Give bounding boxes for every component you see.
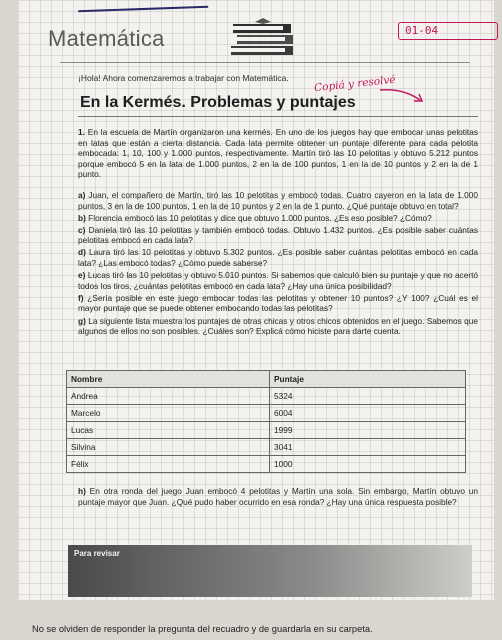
cell-score: 1000 xyxy=(269,456,465,473)
question-text: ¿Sería posible en este juego embocar todas las pelotitas y obtener 10 puntos? ¿Y 100? ¿Cuál es el mayor puntaje que se puede obtener embocando todas las pelotitas? xyxy=(78,292,479,314)
question-label: g) xyxy=(78,315,86,326)
question-h xyxy=(78,486,478,507)
question-text: Laura tiró las 10 pelotitas y obtuvo 5.302 puntos. ¿Es posible saber cuántas pelotitas embocó en cada lata? ¿Las embocó todas? ¿Cómo puede saberse? xyxy=(78,247,478,269)
question-text: En otra ronda del juego Juan embocó 4 pelotitas y Martín una sola. Sin embargo, Martín obtuvo un puntaje mayor que Juan. ¿Qué pudo haber ocurrido en esa ronda? ¿Hay una única respuesta posible? xyxy=(78,486,479,507)
column-header-score: Puntaje xyxy=(269,371,465,388)
problem-statement xyxy=(78,127,478,180)
table-row xyxy=(67,388,466,405)
question-item xyxy=(78,270,478,291)
question-label: a) xyxy=(78,190,86,200)
intro-text: ¡Hola! Ahora comenzaremos a trabajar con Matemática. xyxy=(78,73,289,83)
question-label: h) xyxy=(78,486,86,496)
table-header-row xyxy=(67,371,466,388)
column-header-name: Nombre xyxy=(67,371,270,388)
table-row xyxy=(67,456,466,473)
arrow-icon xyxy=(378,86,428,106)
cell-score: 1999 xyxy=(269,422,465,439)
question-label: b) xyxy=(78,212,86,223)
question-text: Juan, el compañero de Martín, tiró las 10 pelotitas y embocó todas. Cuatro cayeron en la lata de 1.000 puntos, 3 en la de 100 puntos, 1 en la de 10 puntos y 2 en la de 1 punto. ¿Qué puntaje obtuvo en total? xyxy=(78,190,478,211)
problem-text: En la escuela de Martín organizaron una kermés. En uno de los juegos hay que embocar unas pelotitas en latas que están a cierta distancia. Cada lata permite obtener un puntaje diferente para cada pelotita embocada: 1, 10, 100 y 1.000 puntos, respectivamente. Martín tiró las 10 pelotitas y obtuvo 5.212 puntos porque embocó 5 en la lata de 1.000 puntos, 2 en la de 100 puntos, 1 en la de 10 puntos y 2 en la de 1 punto. xyxy=(78,127,479,180)
books-icon xyxy=(223,16,303,62)
cell-name: Silvina xyxy=(67,439,270,456)
cell-name: Lucas xyxy=(67,422,270,439)
question-label: e) xyxy=(78,270,86,281)
worksheet-page xyxy=(18,0,494,600)
top-scribble xyxy=(78,0,208,12)
cell-score: 5324 xyxy=(269,388,465,405)
date-field: 01-04 xyxy=(398,22,498,40)
question-item xyxy=(78,213,478,224)
question-list xyxy=(78,190,478,338)
cell-score: 3041 xyxy=(269,439,465,456)
question-item xyxy=(78,225,478,246)
question-label: d) xyxy=(78,247,86,258)
handwritten-note: Copiá y resolvé xyxy=(313,73,397,95)
review-title: Para revisar xyxy=(74,549,120,558)
footer-note: No se olviden de responder la pregunta del recuadro y de guardarla en su carpeta. xyxy=(32,624,373,634)
review-box xyxy=(68,545,472,597)
cell-name: Andrea xyxy=(67,388,270,405)
table-row xyxy=(67,422,466,439)
title-divider xyxy=(78,116,478,117)
question-item xyxy=(78,293,478,314)
page-title: En la Kermés. Problemas y puntajes xyxy=(80,94,356,111)
table-row xyxy=(67,405,466,422)
cell-name: Félix xyxy=(67,456,270,473)
cell-score: 6004 xyxy=(269,405,465,422)
question-label: f) xyxy=(78,292,84,303)
table-row xyxy=(67,439,466,456)
scores-table xyxy=(66,370,466,473)
question-item xyxy=(78,316,478,337)
cell-name: Marcelo xyxy=(67,405,270,422)
subject-title: Matemática xyxy=(48,26,165,51)
question-item xyxy=(78,190,478,211)
question-label: c) xyxy=(78,224,86,235)
question-text: La siguiente lista muestra los puntajes de otras chicas y otros chicos obtenidos en el juego. Sabemos que algunos de ellos no son posibles. ¿Cuáles son? Explicá cómo hiciste para darte cuenta. xyxy=(78,315,478,337)
question-text: Daniela tiró las 10 pelotitas y también embocó todas. Obtuvo 1.432 puntos. ¿Es posible saber cuántas pelotitas embocó en cada lata? xyxy=(78,224,478,246)
problem-number: 1. xyxy=(78,127,85,137)
question-text: Florencia embocó las 10 pelotitas y dice que obtuvo 1.000 puntos. ¿Es eso posible? ¿Cómo? xyxy=(88,212,432,223)
question-text: Lucas tiró las 10 pelotitas y obtuvo 5.010 puntos. Si sabemos que calculó bien su puntaje y que no acertó todos los tiros, ¿cuántas pelotitas embocó en cada lata? ¿Hay una única posibilidad? xyxy=(78,270,478,291)
question-item xyxy=(78,247,478,268)
